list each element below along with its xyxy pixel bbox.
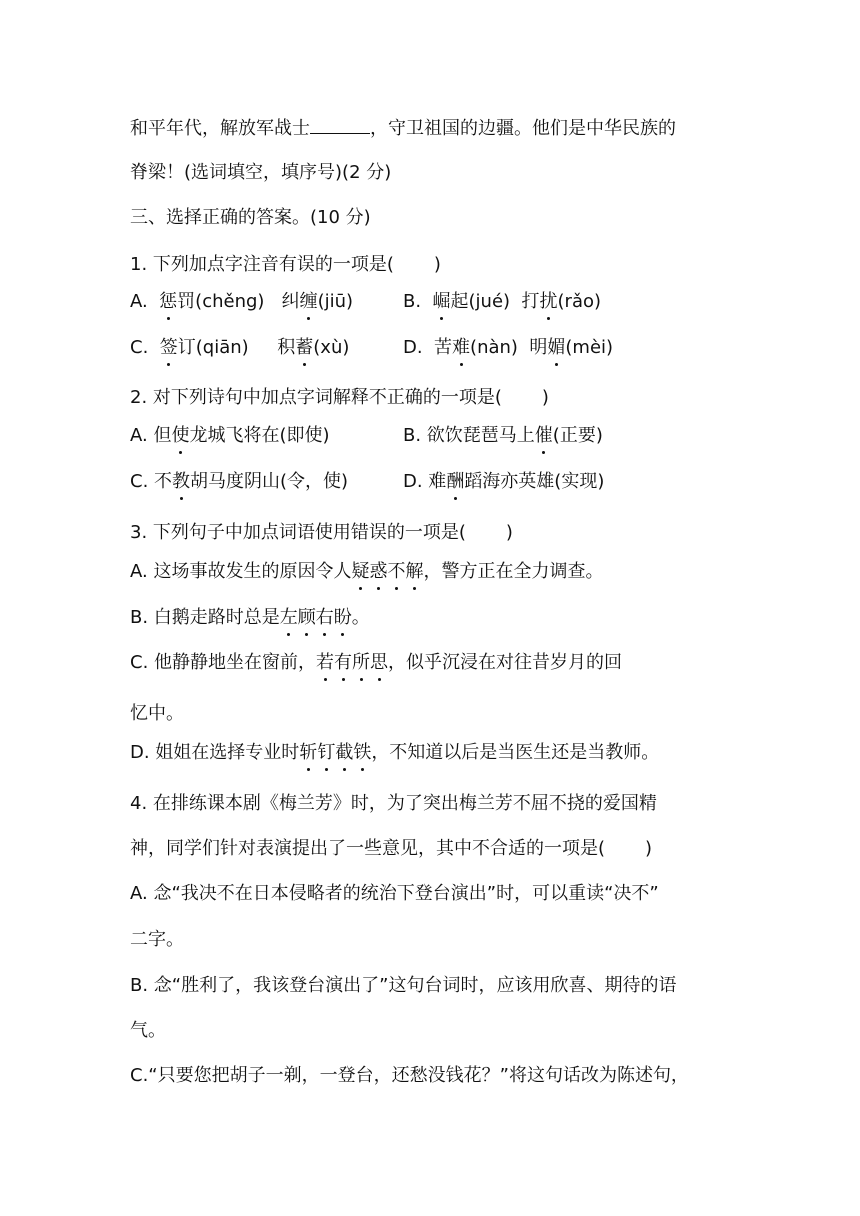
option-text: D. 姐姐在选择专业时 — [130, 742, 300, 763]
option-text: A. 这场事故发生的原因令人 — [130, 561, 352, 582]
option-text: B. 白鹅走路时总是 — [130, 607, 280, 628]
dotted-char: 崛 — [432, 291, 451, 312]
dotted-char: 扰 — [539, 291, 558, 312]
dotted-char: 不 — [387, 561, 406, 582]
dotted-char: 顾 — [297, 607, 316, 628]
dotted-char: 铁 — [353, 742, 372, 763]
q1-option-b[interactable] — [403, 290, 601, 314]
q3-option-a[interactable] — [130, 560, 603, 584]
question-4-stem-line-2 — [130, 837, 652, 861]
option-text: 纠 — [281, 291, 300, 312]
dotted-char: 右 — [315, 607, 334, 628]
q4-option-a[interactable]: A. 念“我决不在日本侵略者的统治下登台演出”时，可以重读“决不” — [130, 883, 659, 904]
question-text: ) — [505, 522, 513, 543]
q4-option-b[interactable]: B. 念“胜利了，我该登台演出了”这句台词时，应该用欣喜、期待的语 — [130, 975, 677, 996]
option-text: ，警方正在全力调查。 — [423, 561, 604, 582]
option-text: (rǎo) — [557, 291, 602, 312]
question-2-stem — [130, 386, 549, 410]
dotted-char: 所 — [352, 652, 371, 673]
dotted-char: 思 — [370, 652, 389, 673]
question-1-stem — [130, 253, 441, 277]
intro-line-1 — [130, 115, 676, 141]
dotted-char: 使 — [171, 425, 190, 446]
intro-line-2: 脊梁！(选词填空，填序号)(2 分) — [130, 162, 392, 183]
dotted-char: 若 — [316, 652, 335, 673]
dotted-char: 左 — [279, 607, 298, 628]
option-text: 苦 — [434, 337, 453, 358]
q4-option-a-cont: 二字。 — [130, 929, 184, 950]
q1-option-d[interactable] — [403, 336, 613, 360]
option-text: 罚(chěng) — [177, 291, 265, 312]
dotted-char: 盼 — [333, 607, 352, 628]
dotted-char: 媚 — [547, 337, 566, 358]
option-label: D. — [403, 337, 423, 358]
dotted-char: 惩 — [159, 291, 178, 312]
dotted-char: 解 — [405, 561, 424, 582]
question-text: ) — [541, 387, 549, 408]
option-label: B. — [403, 291, 422, 312]
option-text: 起(jué) — [450, 291, 511, 312]
question-text: 1. 下列加点字注音有误的一项是( — [130, 254, 394, 275]
option-text: (xù) — [313, 337, 350, 358]
option-text: (nàn) — [470, 337, 518, 358]
dotted-char: 惑 — [369, 561, 388, 582]
dotted-char: 难 — [452, 337, 471, 358]
option-text: A. 但 — [130, 425, 172, 446]
option-text: D. 难 — [403, 471, 447, 492]
option-label: A. — [130, 291, 148, 312]
option-text: C. 不 — [130, 471, 173, 492]
option-text: ，似乎沉浸在对往昔岁月的回 — [388, 652, 623, 673]
option-text: (mèi) — [565, 337, 614, 358]
q2-option-c[interactable] — [130, 470, 348, 494]
dotted-char: 斩 — [299, 742, 318, 763]
dotted-char: 截 — [335, 742, 354, 763]
option-text: (jiū) — [317, 291, 354, 312]
section-heading: 三、选择正确的答案。(10 分) — [130, 207, 371, 228]
q3-option-c-cont: 忆中。 — [130, 703, 184, 724]
dotted-char: 催 — [534, 425, 553, 446]
question-3-stem — [130, 521, 513, 545]
option-text: 积 — [277, 337, 296, 358]
dotted-char: 蓄 — [295, 337, 314, 358]
q1-option-c[interactable] — [130, 336, 349, 360]
dotted-char: 签 — [159, 337, 178, 358]
dotted-char: 教 — [172, 471, 191, 492]
q4-option-c[interactable]: C.“只要您把胡子一剃，一登台，还愁没钱花？”将这句话改为陈述句， — [130, 1065, 689, 1086]
question-text: 神，同学们针对表演提出了一些意见，其中不合适的一项是( — [130, 838, 606, 859]
option-text: ，不知道以后是当医生还是当教师。 — [371, 742, 660, 763]
option-text: 明 — [529, 337, 548, 358]
dotted-char: 有 — [334, 652, 353, 673]
dotted-char: 钉 — [317, 742, 336, 763]
dotted-char: 疑 — [351, 561, 370, 582]
q3-option-b[interactable] — [130, 606, 370, 630]
q4-option-b-cont: 气。 — [130, 1020, 166, 1041]
dotted-char: 酬 — [446, 471, 465, 492]
answer-blank[interactable] — [310, 115, 370, 134]
option-text: 订(qiān) — [177, 337, 249, 358]
option-label: C. — [130, 337, 149, 358]
question-text: 2. 对下列诗句中加点字词解释不正确的一项是( — [130, 387, 502, 408]
option-text: 龙城飞将在(即使) — [189, 425, 330, 446]
q1-option-a[interactable] — [130, 290, 353, 314]
question-text: 3. 下列句子中加点词语使用错误的一项是( — [130, 522, 466, 543]
question-4-stem-line-1: 4. 在排练课本剧《梅兰芳》时，为了突出梅兰芳不屈不挠的爱国精 — [130, 793, 657, 814]
q2-option-a[interactable] — [130, 424, 330, 448]
q2-option-b[interactable] — [403, 424, 603, 448]
question-text: ) — [645, 838, 653, 859]
q3-option-c[interactable] — [130, 651, 622, 675]
q3-option-d[interactable] — [130, 741, 659, 765]
option-text: 打 — [521, 291, 540, 312]
option-text: 。 — [351, 607, 370, 628]
intro-text: 和平年代，解放军战士 — [130, 118, 310, 139]
option-text: B. 欲饮琵琶马上 — [403, 425, 535, 446]
intro-text: ，守卫祖国的边疆。他们是中华民族的 — [370, 118, 676, 139]
option-text: 胡马度阴山(令，使) — [190, 471, 349, 492]
dotted-char: 缠 — [299, 291, 318, 312]
option-text: 蹈海亦英雄(实现) — [464, 471, 605, 492]
option-text: C. 他静静地坐在窗前， — [130, 652, 317, 673]
option-text: (正要) — [552, 425, 603, 446]
question-text: ) — [433, 254, 441, 275]
q2-option-d[interactable] — [403, 470, 604, 494]
